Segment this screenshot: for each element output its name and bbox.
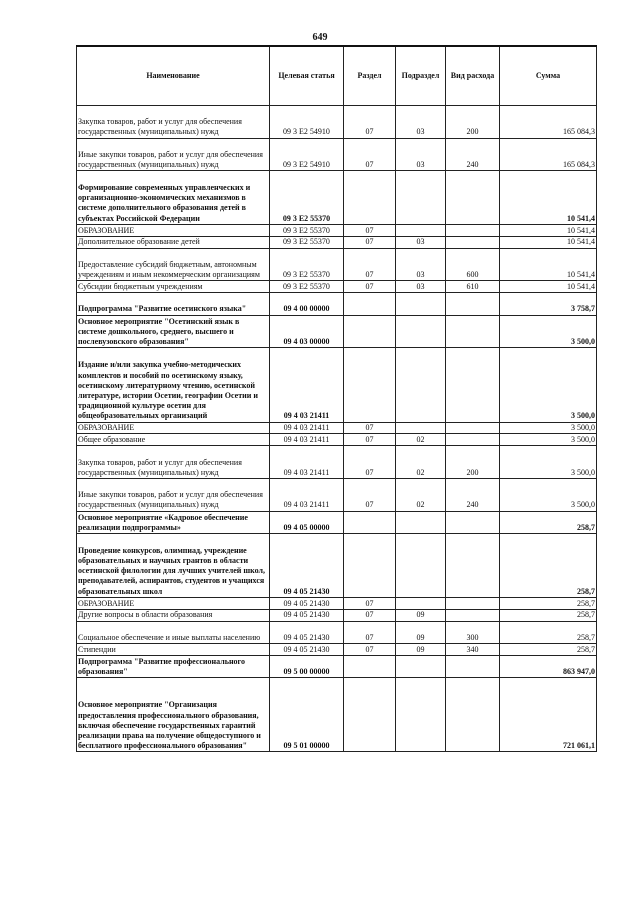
row-target-article-cell: 09 3 E2 54910 — [270, 138, 344, 171]
row-name-cell: Иные закупки товаров, работ и услуг для обеспечения государственных (муниципальных) нужд — [77, 138, 270, 171]
row-name-cell: Общее образование — [77, 434, 270, 446]
row-section-cell — [344, 293, 396, 315]
row-target-article-cell: 09 4 05 21430 — [270, 621, 344, 643]
row-name-cell: Закупка товаров, работ и услуг для обеспечения государственных (муниципальных) нужд — [77, 106, 270, 139]
row-section-cell: 07 — [344, 434, 396, 446]
header-name: Наименование — [77, 46, 270, 106]
row-expense-kind-cell — [446, 315, 500, 348]
row-section-cell — [344, 171, 396, 225]
row-name-cell: Социальное обеспечение и иные выплаты населению — [77, 621, 270, 643]
row-target-article-cell: 09 4 03 21411 — [270, 434, 344, 446]
row-target-article-cell: 09 4 03 21411 — [270, 478, 344, 511]
row-section-cell: 07 — [344, 138, 396, 171]
row-target-article-cell: 09 3 E2 54910 — [270, 106, 344, 139]
row-name-cell: Подпрограмма "Развитие осетинского языка" — [77, 293, 270, 315]
row-section-cell: 07 — [344, 422, 396, 434]
budget-table — [76, 45, 597, 752]
row-sum-cell: 3 758,7 — [500, 293, 597, 315]
table-row — [77, 533, 597, 597]
row-name-cell: Другие вопросы в области образования — [77, 609, 270, 621]
row-name-cell: Предоставление субсидий бюджетным, автономным учреждениям и иным некоммерческим организациям — [77, 248, 270, 281]
row-subsection-cell — [396, 597, 446, 609]
table-row — [77, 609, 597, 621]
row-section-cell: 07 — [344, 621, 396, 643]
row-expense-kind-cell — [446, 678, 500, 752]
row-target-article-cell: 09 4 05 21430 — [270, 533, 344, 597]
row-name-cell: Основное мероприятие «Кадровое обеспечение реализации подпрограммы» — [77, 511, 270, 533]
table-row — [77, 106, 597, 139]
table-row — [77, 138, 597, 171]
table-row — [77, 248, 597, 281]
row-subsection-cell: 02 — [396, 478, 446, 511]
row-subsection-cell — [396, 511, 446, 533]
table-header-row — [77, 46, 597, 106]
row-subsection-cell — [396, 315, 446, 348]
row-target-article-cell: 09 4 03 21411 — [270, 446, 344, 479]
row-target-article-cell: 09 4 05 00000 — [270, 511, 344, 533]
row-sum-cell: 258,7 — [500, 609, 597, 621]
row-section-cell: 07 — [344, 478, 396, 511]
row-subsection-cell — [396, 422, 446, 434]
header-expense-kind: Вид расхода — [446, 46, 500, 106]
header-target-article: Целевая статья — [270, 46, 344, 106]
row-sum-cell: 10 541,4 — [500, 171, 597, 225]
row-target-article-cell: 09 4 05 21430 — [270, 643, 344, 655]
row-sum-cell: 3 500,0 — [500, 434, 597, 446]
row-name-cell: Субсидии бюджетным учреждениям — [77, 281, 270, 293]
row-section-cell — [344, 348, 396, 422]
row-target-article-cell: 09 3 E2 55370 — [270, 236, 344, 248]
row-expense-kind-cell — [446, 655, 500, 677]
table-row — [77, 236, 597, 248]
row-section-cell: 07 — [344, 597, 396, 609]
row-expense-kind-cell — [446, 348, 500, 422]
row-sum-cell: 3 500,0 — [500, 422, 597, 434]
row-subsection-cell: 03 — [396, 236, 446, 248]
row-target-article-cell: 09 3 E2 55370 — [270, 171, 344, 225]
row-expense-kind-cell: 300 — [446, 621, 500, 643]
row-sum-cell: 721 061,1 — [500, 678, 597, 752]
row-subsection-cell — [396, 293, 446, 315]
row-name-cell: Закупка товаров, работ и услуг для обеспечения государственных (муниципальных) нужд — [77, 446, 270, 479]
row-expense-kind-cell — [446, 533, 500, 597]
row-section-cell — [344, 533, 396, 597]
row-target-article-cell: 09 4 03 00000 — [270, 315, 344, 348]
row-target-article-cell: 09 4 00 00000 — [270, 293, 344, 315]
row-subsection-cell: 03 — [396, 106, 446, 139]
header-sum: Сумма — [500, 46, 597, 106]
row-expense-kind-cell — [446, 224, 500, 236]
row-sum-cell: 3 500,0 — [500, 315, 597, 348]
row-name-cell: Издание и/или закупка учебно-методических комплектов и пособий по осетинскому языку, осетинскому литературному чтению, осетинской литературе, истории Осетии, географии Осетии и традиционной культуре осетин для общеобразовательных организаций — [77, 348, 270, 422]
row-section-cell — [344, 655, 396, 677]
table-row — [77, 348, 597, 422]
row-name-cell: Основное мероприятие "Организация предоставления профессионального образования, включая обеспечение государственных гарантий реализации права на получение общедоступного и бесплатного профессионального образования" — [77, 678, 270, 752]
row-name-cell: Формирование современных управленческих и организационно-экономических механизмов в системе дополнительного образования детей в субъектах Российской Федерации — [77, 171, 270, 225]
row-expense-kind-cell: 240 — [446, 478, 500, 511]
header-subsection: Подраздел — [396, 46, 446, 106]
row-expense-kind-cell — [446, 434, 500, 446]
row-target-article-cell: 09 4 05 21430 — [270, 609, 344, 621]
row-expense-kind-cell — [446, 597, 500, 609]
row-expense-kind-cell — [446, 511, 500, 533]
table-row — [77, 224, 597, 236]
row-name-cell: ОБРАЗОВАНИЕ — [77, 422, 270, 434]
row-subsection-cell: 02 — [396, 434, 446, 446]
row-subsection-cell — [396, 655, 446, 677]
row-sum-cell: 863 947,0 — [500, 655, 597, 677]
row-subsection-cell — [396, 224, 446, 236]
row-expense-kind-cell — [446, 171, 500, 225]
row-section-cell — [344, 511, 396, 533]
row-subsection-cell — [396, 348, 446, 422]
row-section-cell — [344, 678, 396, 752]
row-name-cell: Проведение конкурсов, олимпиад, учреждение образовательных и научных грантов в области осетинской филологии для лучших учителей школ, преподавателей, аспирантов, студентов и учащихся образовательных школ — [77, 533, 270, 597]
row-expense-kind-cell: 200 — [446, 106, 500, 139]
table-body — [77, 106, 597, 752]
row-sum-cell: 258,7 — [500, 643, 597, 655]
row-target-article-cell: 09 3 E2 55370 — [270, 248, 344, 281]
row-name-cell: Подпрограмма "Развитие профессионального образования" — [77, 655, 270, 677]
row-target-article-cell: 09 5 01 00000 — [270, 678, 344, 752]
row-section-cell: 07 — [344, 643, 396, 655]
row-name-cell: ОБРАЗОВАНИЕ — [77, 597, 270, 609]
row-sum-cell: 10 541,4 — [500, 248, 597, 281]
row-subsection-cell: 03 — [396, 248, 446, 281]
row-target-article-cell: 09 3 E2 55370 — [270, 224, 344, 236]
row-section-cell — [344, 315, 396, 348]
row-section-cell: 07 — [344, 106, 396, 139]
table-row — [77, 478, 597, 511]
table-row — [77, 434, 597, 446]
row-subsection-cell: 02 — [396, 446, 446, 479]
table-row — [77, 281, 597, 293]
row-section-cell: 07 — [344, 248, 396, 281]
row-name-cell: Иные закупки товаров, работ и услуг для обеспечения государственных (муниципальных) нужд — [77, 478, 270, 511]
row-section-cell: 07 — [344, 236, 396, 248]
table-row — [77, 511, 597, 533]
row-expense-kind-cell: 340 — [446, 643, 500, 655]
row-sum-cell: 3 500,0 — [500, 478, 597, 511]
row-expense-kind-cell: 240 — [446, 138, 500, 171]
table-row — [77, 597, 597, 609]
table-row — [77, 315, 597, 348]
row-expense-kind-cell: 610 — [446, 281, 500, 293]
row-sum-cell: 258,7 — [500, 511, 597, 533]
row-sum-cell: 165 084,3 — [500, 138, 597, 171]
row-name-cell: Стипендии — [77, 643, 270, 655]
table-row — [77, 446, 597, 479]
row-subsection-cell: 09 — [396, 643, 446, 655]
row-target-article-cell: 09 4 03 21411 — [270, 422, 344, 434]
row-section-cell: 07 — [344, 281, 396, 293]
table-row — [77, 655, 597, 677]
table-row — [77, 678, 597, 752]
row-target-article-cell: 09 4 03 21411 — [270, 348, 344, 422]
table-row — [77, 621, 597, 643]
row-section-cell: 07 — [344, 446, 396, 479]
row-sum-cell: 258,7 — [500, 621, 597, 643]
row-name-cell: ОБРАЗОВАНИЕ — [77, 224, 270, 236]
row-sum-cell: 10 541,4 — [500, 236, 597, 248]
table-row — [77, 293, 597, 315]
row-name-cell: Дополнительное образование детей — [77, 236, 270, 248]
row-sum-cell: 165 084,3 — [500, 106, 597, 139]
row-section-cell: 07 — [344, 609, 396, 621]
row-sum-cell: 3 500,0 — [500, 348, 597, 422]
row-subsection-cell: 09 — [396, 621, 446, 643]
row-subsection-cell — [396, 533, 446, 597]
row-name-cell: Основное мероприятие "Осетинский язык в системе дошкольного, среднего, высшего и послевузовского образования" — [77, 315, 270, 348]
row-target-article-cell: 09 5 00 00000 — [270, 655, 344, 677]
row-sum-cell: 258,7 — [500, 533, 597, 597]
row-sum-cell: 10 541,4 — [500, 224, 597, 236]
row-subsection-cell: 03 — [396, 138, 446, 171]
page-number: 649 — [312, 32, 328, 43]
row-target-article-cell: 09 4 05 21430 — [270, 597, 344, 609]
row-expense-kind-cell: 600 — [446, 248, 500, 281]
row-section-cell: 07 — [344, 224, 396, 236]
row-subsection-cell: 03 — [396, 281, 446, 293]
row-expense-kind-cell — [446, 236, 500, 248]
table-row — [77, 422, 597, 434]
row-sum-cell: 10 541,4 — [500, 281, 597, 293]
row-target-article-cell: 09 3 E2 55370 — [270, 281, 344, 293]
header-section: Раздел — [344, 46, 396, 106]
row-subsection-cell — [396, 171, 446, 225]
row-expense-kind-cell — [446, 609, 500, 621]
row-expense-kind-cell: 200 — [446, 446, 500, 479]
row-expense-kind-cell — [446, 293, 500, 315]
row-expense-kind-cell — [446, 422, 500, 434]
row-sum-cell: 3 500,0 — [500, 446, 597, 479]
row-subsection-cell — [396, 678, 446, 752]
table-row — [77, 643, 597, 655]
table-row — [77, 171, 597, 225]
row-sum-cell: 258,7 — [500, 597, 597, 609]
row-subsection-cell: 09 — [396, 609, 446, 621]
